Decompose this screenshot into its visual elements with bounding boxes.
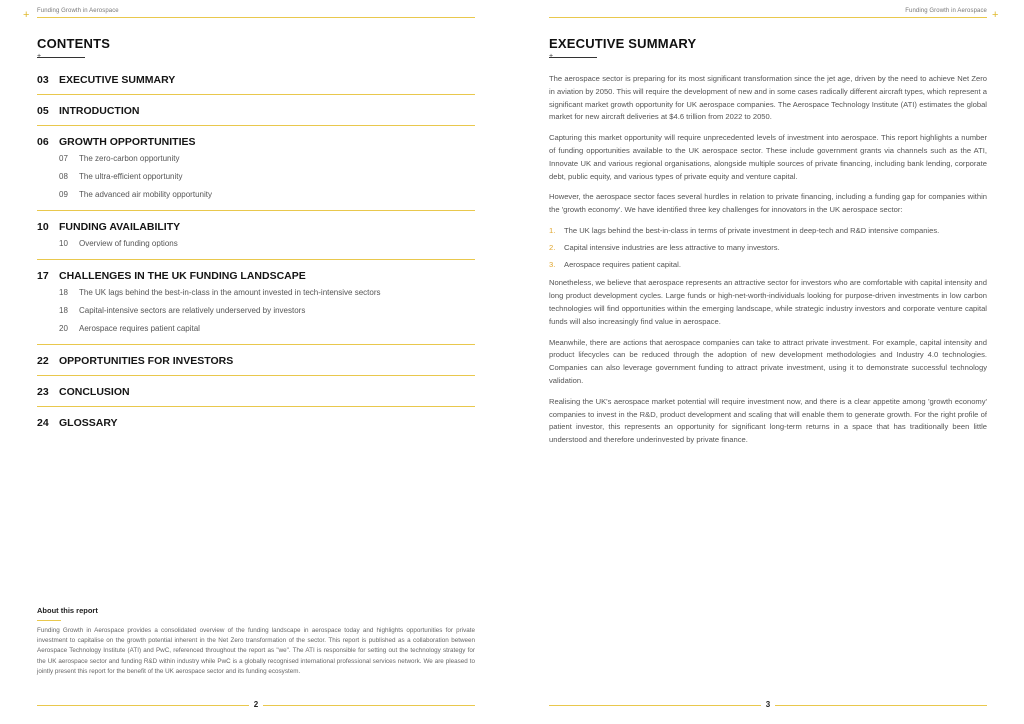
toc-subentry-label: Aerospace requires patient capital	[79, 324, 200, 333]
challenge-text: The UK lags behind the best-in-class in terms of private investment in deep-tech and R&D intensive companies.	[564, 225, 940, 235]
toc-entry-label: CHALLENGES IN THE UK FUNDING LANDSCAPE	[59, 270, 306, 282]
body-paragraph: The aerospace sector is preparing for its most significant transformation since the jet age, driven by the need to achieve Net Zero in aviation by 2050. This will require the development of new and in some cases radically different aircraft types, which represent a significant market growth opportunity for UK aerospace companies. The Aerospace Technology Institute (ATI) estimates the global market for new aircraft deliveries at $4.6 trillion from 2022 to 2050.	[549, 74, 987, 122]
running-header: Funding Growth in Aerospace	[905, 8, 987, 14]
toc-subentry-label: Overview of funding options	[79, 239, 178, 248]
challenge-item	[549, 242, 987, 255]
challenge-item	[549, 259, 987, 272]
corner-plus-mark: +	[23, 9, 30, 21]
body-paragraph: However, the aerospace sector faces several hurdles in relation to private financing, including a funding gap for companies within the 'growth economy'. We have identified three key challenges for innovators in the UK aerospace sector:	[549, 192, 987, 215]
toc-page-number: 10	[59, 239, 68, 248]
toc-subentry-label: Capital-intensive sectors are relatively underserved by investors	[79, 306, 306, 315]
executive-summary-page	[512, 0, 1024, 724]
toc-subentry-label: The ultra-efficient opportunity	[79, 172, 183, 181]
page-number: 2	[249, 700, 263, 709]
challenge-text: Aerospace requires patient capital.	[564, 259, 681, 269]
toc-section	[37, 73, 475, 95]
toc-page-number: 20	[59, 324, 68, 333]
challenge-item	[549, 225, 987, 238]
toc-entry[interactable]	[37, 220, 475, 235]
about-report-heading: About this report	[37, 606, 98, 615]
intro-paragraphs	[549, 73, 987, 217]
about-report-text: Funding Growth in Aerospace provides a consolidated overview of the funding landscape in aerospace today and highlights opportunities for private investment to capitalise on the growth potential inherent in the Net Zero transformation of the sector. This report is published as a collaboration between Aerospace Technology Institute (ATI) and PwC, referenced throughout the report as "we". The ATI is responsible for setting out the technology strategy for the UK aerospace sector and funding R&D within industry while PwC is a globally recognised international professional services network. We are pleased to jointly present this report for the benefit of the UK aerospace sector and its funding ecosystem.	[37, 627, 475, 675]
toc-entry-label: CONCLUSION	[59, 386, 130, 398]
body-paragraph: Meanwhile, there are actions that aerospace companies can take to attract private investment. For example, capital intensity and product lifecycles can be reduced through the adoption of new development methodologies and Industry 4.0 technologies. Companies can also leverage government funding to attract private investment, using it to demonstrate successful technology validation.	[549, 337, 987, 385]
body-paragraph: Capturing this market opportunity will require unprecedented levels of investment into aerospace. This report highlights a number of funding opportunities available to the UK aerospace sector. These include government grants via channels such as the ATI, Innovate UK and various regional organisations, alongside multiple sources of private financing, including bank lending, corporate debt, public equity, and various types of private equity and venture capital.	[549, 133, 987, 181]
closing-paragraphs	[549, 277, 987, 447]
corner-plus-mark: +	[992, 9, 999, 21]
toc-entry[interactable]	[37, 73, 475, 88]
toc-page-number: 18	[59, 306, 68, 315]
toc-page-number: 07	[59, 154, 68, 163]
toc-section	[37, 354, 475, 376]
toc-entry-label: EXECUTIVE SUMMARY	[59, 74, 176, 86]
toc-section	[37, 269, 475, 345]
toc-page-number: 06	[37, 136, 49, 148]
toc-section	[37, 385, 475, 407]
page-title: EXECUTIVE SUMMARY	[549, 36, 697, 51]
toc-page-number: 08	[59, 172, 68, 181]
toc-entry[interactable]	[37, 269, 475, 284]
toc-entry[interactable]	[37, 104, 475, 119]
toc-entry-label: OPPORTUNITIES FOR INVESTORS	[59, 355, 234, 367]
toc-subentry[interactable]	[37, 235, 475, 253]
toc-page-number: 18	[59, 288, 68, 297]
toc-page-number: 09	[59, 190, 68, 199]
toc-subentry[interactable]	[37, 284, 475, 302]
toc-subentry[interactable]	[37, 186, 475, 204]
toc-page-number: 22	[37, 355, 49, 367]
toc-entry-label: INTRODUCTION	[59, 105, 140, 117]
running-header: Funding Growth in Aerospace	[37, 8, 119, 14]
body-paragraph: Nonetheless, we believe that aerospace represents an attractive sector for investors who are comfortable with capital intensity and long product development cycles. Large funds or high-net-worth-individuals looking for purpose-driven investments in low carbon technologies will find opportunities within the emerging landscape, while strategic industry investors and corporate venture capital funds will also increasingly find value in aerospace.	[549, 278, 987, 326]
toc-subentry[interactable]	[37, 150, 475, 168]
page-number: 3	[761, 700, 775, 709]
toc-entry-label: GLOSSARY	[59, 417, 118, 429]
toc-page-number: 23	[37, 386, 49, 398]
toc-entry[interactable]	[37, 416, 475, 431]
toc-subentry[interactable]	[37, 168, 475, 186]
toc-entry[interactable]	[37, 385, 475, 400]
title-underline	[37, 57, 85, 58]
toc-page-number: 05	[37, 105, 49, 117]
toc-section	[37, 104, 475, 126]
title-underline	[549, 57, 597, 58]
body-paragraph: Realising the UK's aerospace market potential will require investment now, and there is a clear appetite among 'growth economy' companies to invest in the R&D, product development and scaling that will enable them to generate growth. For the right profile of patient investor, this represents an opportunity for significant long-term returns in a space that has traditionally been little understood and therefore underinvested by private finance.	[549, 396, 987, 445]
toc-page-number: 10	[37, 221, 49, 233]
toc-page-number: 24	[37, 417, 49, 429]
toc-subentry-label: The UK lags behind the best-in-class in the amount invested in tech-intensive sectors	[79, 288, 381, 297]
challenges-list	[549, 225, 987, 271]
executive-summary-body	[549, 73, 987, 455]
challenge-number: 1.	[549, 225, 556, 235]
toc-page-number: 03	[37, 74, 49, 86]
toc-subentry[interactable]	[37, 320, 475, 338]
toc-entry-label: GROWTH OPPORTUNITIES	[59, 136, 196, 148]
toc-section	[37, 220, 475, 260]
challenge-text: Capital intensive industries are less attractive to many investors.	[564, 242, 780, 252]
toc-subentry-label: The advanced air mobility opportunity	[79, 190, 212, 199]
toc-page-number: 17	[37, 270, 49, 282]
challenge-number: 3.	[549, 259, 556, 269]
challenge-number: 2.	[549, 242, 556, 252]
toc-section	[37, 135, 475, 211]
toc-subentry-label: The zero-carbon opportunity	[79, 154, 180, 163]
table-of-contents	[37, 73, 475, 446]
header-rule	[549, 17, 987, 18]
about-report-rule	[37, 620, 61, 621]
page-title: CONTENTS	[37, 36, 111, 51]
toc-subentry[interactable]	[37, 302, 475, 320]
toc-entry-label: FUNDING AVAILABILITY	[59, 221, 181, 233]
toc-entry[interactable]	[37, 135, 475, 150]
toc-section	[37, 416, 475, 437]
header-rule	[37, 17, 475, 18]
toc-entry[interactable]	[37, 354, 475, 369]
